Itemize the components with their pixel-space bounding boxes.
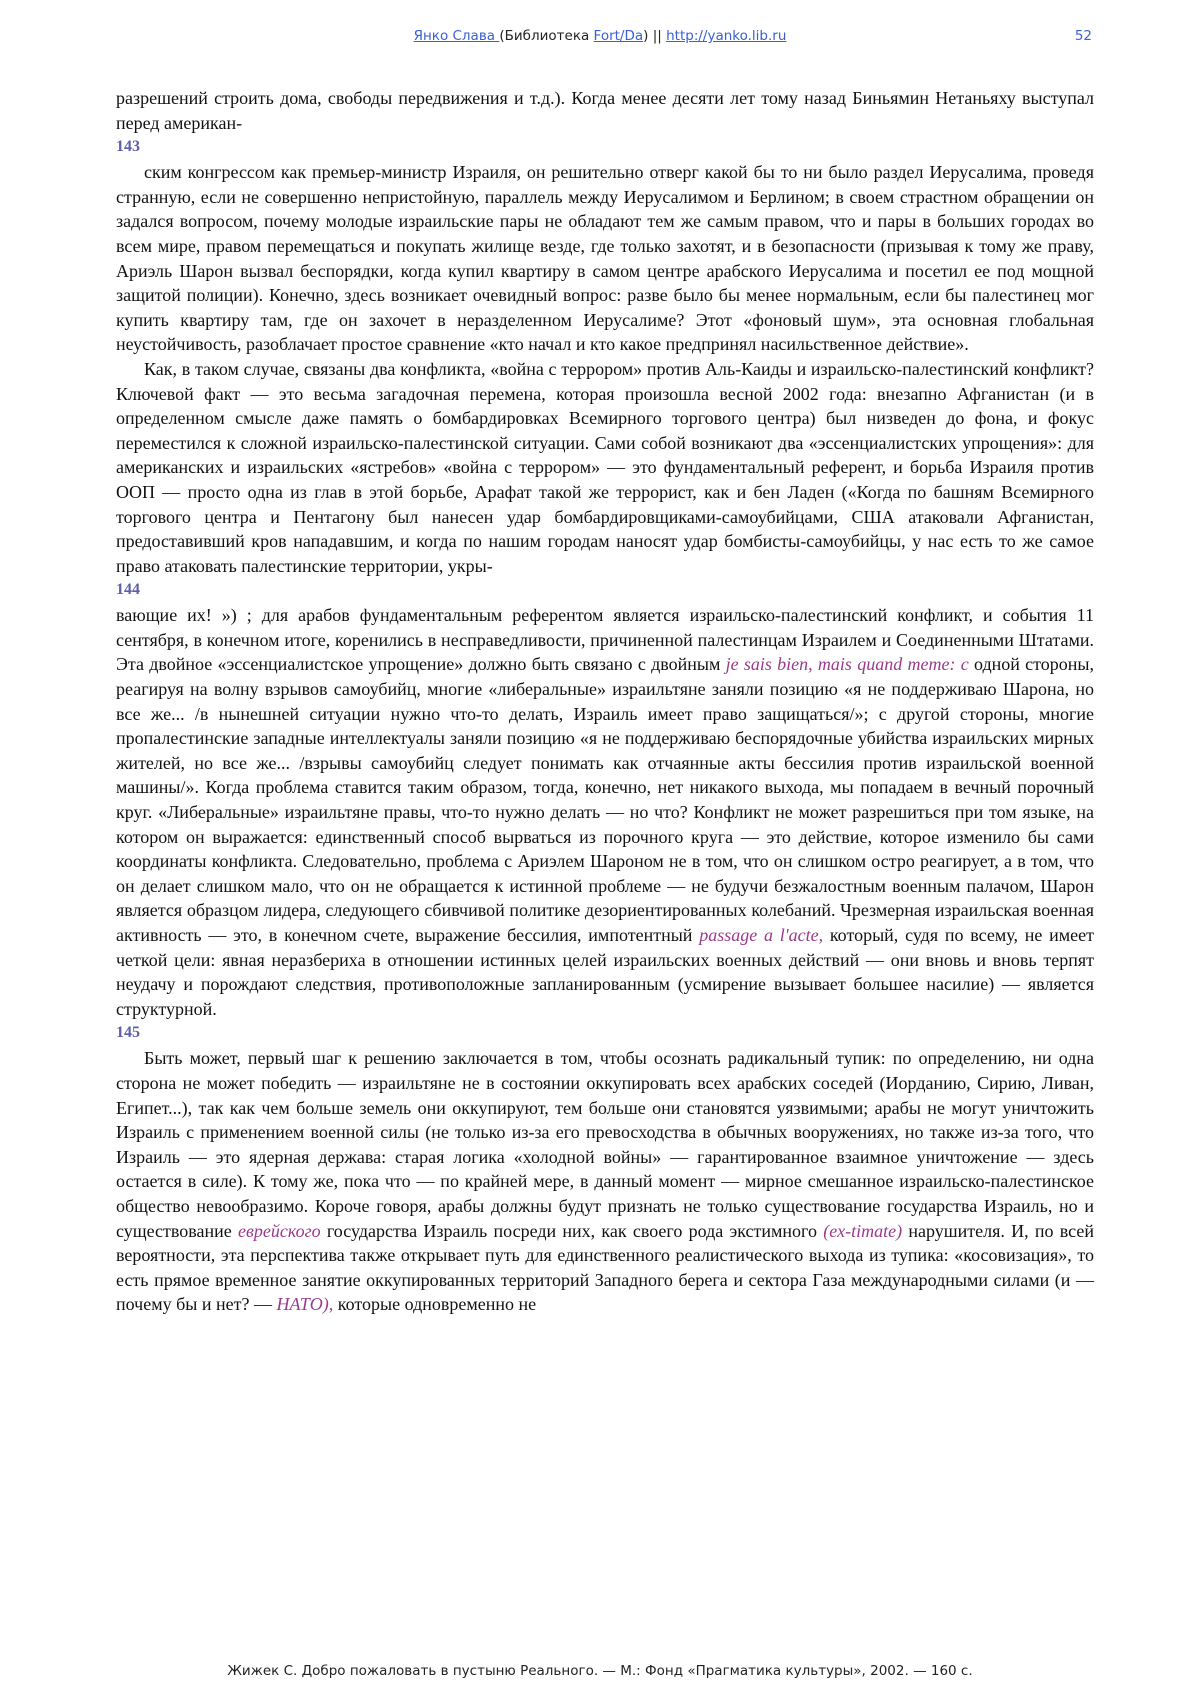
page-marker-143: 143 bbox=[116, 138, 140, 156]
author-link[interactable]: Янко Слава bbox=[413, 28, 500, 44]
document-body bbox=[116, 86, 1094, 1317]
page-marker-144: 144 bbox=[116, 581, 140, 599]
library-label-close: ) || bbox=[643, 28, 667, 44]
paragraph-5-text-a: Быть может, первый шаг к решению заключается в том, чтобы осознать радикальный тупик: по определению, ни одна сторона не может победить — израильтяне не в состоянии оккупировать всех арабских соседей (Иорданию, Сирию, Ливан, Египет...), так как чем больше земель они оккупируют, тем больше они становятся уязвимыми; арабы не могут уничтожить Израиль с применением военной силы (не только из-за его превосходства в обычных вооружениях, но также из-за того, что Израиль — это ядерная держава: старая логика «холодной войны» — гарантированное взаимное уничтожение — здесь остается в силе). К тому же, пока что — по крайней мере, в данный момент — мирное смешанное израильско-палестинское общество невообразимо. Короче говоря, арабы должны будут признать не только существование государства Израиль, но и существование bbox=[116, 1048, 1094, 1241]
page-footer-citation: Жижек С. Добро пожаловать в пустыню Реального. — М.: Фонд «Прагматика культуры», 2002. — 160 с. bbox=[227, 1663, 973, 1679]
page-number: 52 bbox=[1074, 28, 1092, 44]
fortda-link[interactable]: Fort/Da bbox=[593, 28, 644, 44]
paragraph-5-text-b: государства Израиль посреди них, как своего рода экстимного bbox=[320, 1220, 824, 1241]
paragraph-4-text-b: одной стороны, реагируя на волну взрывов самоубийц, многие «либеральные» израильтяне заняли позицию «я не поддерживаю Шарона, но все же... /в нынешней ситуации нужно что-то делать, Израиль имеет право защищаться/»; с другой стороны, многие пропалестинские западные интеллектуалы заняли позицию «я не поддерживаю беспорядочные убийства израильских мирных жителей, но все же... /взрывы самоубийц следует понимать как отчаянные акты бессилия против израильской военной машины/». Когда проблема ставится таким образом, тогда, конечно, нет никакого выхода, мы попадаем в вечный порочный круг. «Либеральные» израильтяне правы, что-то нужно делать — но что? Конфликт не может разрешиться при том языке, на котором он выражается: единственный способ вырваться из порочного круга — это действие, которое изменило бы сами координаты конфликта. Следовательно, проблема с Ариэлем Шароном не в том, что он слишком остро реагирует, а в том, что он делает слишком мало, что он не обращается к истинной проблеме — не будучи безжалостным военным палачом, Шарон является образцом лидера, следующего сбивчивой политике дезориентированных колебаний. Чрезмерная израильская военная активность — это, в конечном счете, выражение бессилия, импотентный bbox=[116, 654, 1095, 945]
paragraph-1: разрешений строить дома, свободы передвижения и т.д.). Когда менее десяти лет тому назад Биньямин Нетаньяху выступал перед американ- bbox=[116, 88, 1094, 133]
paragraph-5-text-c: нарушителя. И, по всей вероятности, эта перспектива также открывает путь для единственного реалистического выхода из тупика: «косовизация», то есть прямое временное занятие оккупированных территорий Западного берега и сектора Газа международными силами (и — почему бы и нет? — bbox=[116, 1220, 1094, 1315]
page-marker-145: 145 bbox=[116, 1024, 140, 1042]
paragraph-5-text-d: которые одновременно не bbox=[333, 1294, 537, 1315]
header-title bbox=[0, 28, 1200, 44]
site-url-link[interactable]: http://yanko.lib.ru bbox=[666, 28, 787, 44]
paragraph-5 bbox=[116, 1046, 1094, 1317]
paragraph-3: Как, в таком случае, связаны два конфликта, «война с террором» против Аль-Каиды и израильско-палестинский конфликт? Ключевой факт — это весьма загадочная перемена, которая произошла весной 2002 года: внезапно Афганистан (и в определенном смысле даже память о бомбардировках Всемирного торгового центра) был низведен до фона, и фокус переместился к сложной израильско-палестинской ситуации. Сами собой возникают два «эссенциалистских упрощения»: для американских и израильских «ястребов» «война с террором» — это фундаментальный референт, и борьба Израиля против ООП — просто одна из глав в этой борьбе, Арафат такой же террорист, как и бен Ладен («Когда по башням Всемирного торгового центра и Пентагону был нанесен удар бомбардировщиками-самоубийцами, США атаковали Афганистан, предоставивший кров нападавшим, и когда по нашим городам наносят удар бомбисты-самоубийцы, у нас есть то же самое право атаковать палестинские территории, укры- bbox=[116, 358, 1094, 576]
paragraph-4-text-c: который, судя по всему, не имеет четкой цели: явная неразбериха в отношении истинных целей израильских военных действий — они вновь и вновь терпят неудачу и порождают следствия, противоположные запланированным (усмирение вызывает большее насилие) — является структурной. bbox=[116, 925, 1094, 1019]
paragraph-2: ским конгрессом как премьер-министр Израиля, он решительно отверг какой бы то ни было раздел Иерусалима, проведя странную, если не совершенно непристойную, параллель между Иерусалимом и Берлином; в своем страстном обращении он задался вопросом, почему молодые израильские пары не обладают тем же самым правом, что и пары в больших городах во всем мире, правом перемещаться и покупать жилище везде, где только захотят, и в безопасности (призывая к тому же праву, Ариэль Шарон вызвал беспорядки, когда купил квартиру в самом центре арабского Иерусалима и посетил ее под мощной защитой полиции). Конечно, здесь возникает очевидный вопрос: разве было бы менее нормальным, если бы палестинец мог купить квартиру там, где он захочет в неразделенном Иерусалиме? Этот «фоновый шум», эта основная глобальная неустойчивость, разоблачает простое сравнение «кто начал и кто какое предпринял насильственное действие». bbox=[116, 162, 1094, 355]
page-header bbox=[0, 28, 1200, 50]
paragraph-4-text-a: вающие их! ») ; для арабов фундаментальным референтом является израильско-палестинский конфликт, и события 11 сентября, в конечном итоге, коренились в несправедливости, причиненной палестинцам Израилем и Соединенными Штатами. Эта двойное «эссенциалистское упрощение» должно быть связано с двойным bbox=[116, 605, 1094, 675]
foreign-phrase-ex-timate: (ex-timate) bbox=[823, 1220, 903, 1241]
foreign-phrase-passage-a-lacte: passage a l'acte, bbox=[699, 925, 824, 945]
library-label-open: (Библиотека bbox=[499, 28, 594, 44]
foreign-phrase-evreyskogo: еврейского bbox=[238, 1220, 321, 1241]
foreign-phrase-je-sais-bien: je sais bien, mais quand meme: с bbox=[725, 654, 969, 675]
foreign-phrase-nato: НАТО), bbox=[276, 1294, 334, 1315]
paragraph-4 bbox=[116, 603, 1094, 1021]
